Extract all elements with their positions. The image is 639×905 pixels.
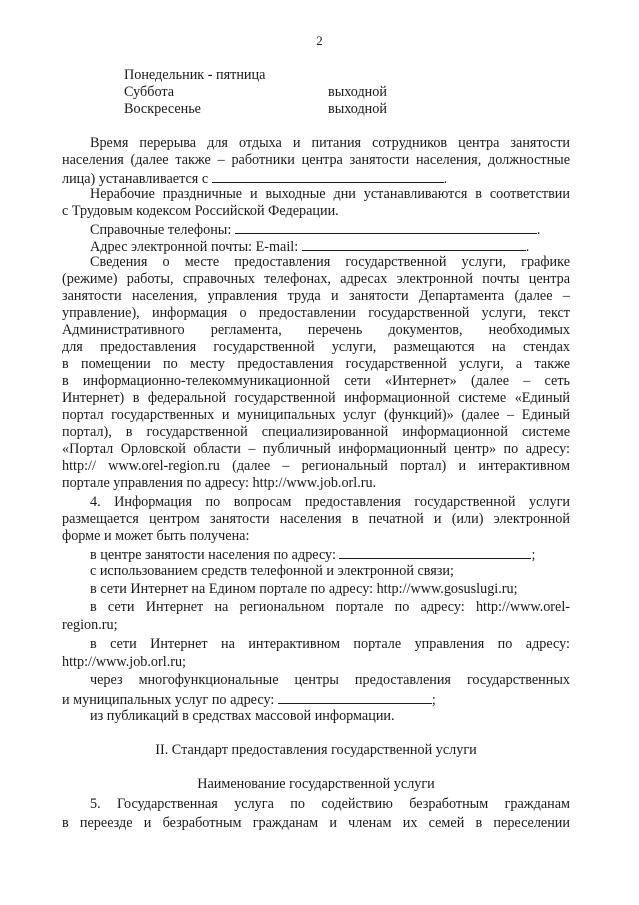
body-line: портале управления по адресу: http://www.job.orl.ru. xyxy=(62,475,377,491)
body-line: из публикаций в средствах массовой информации. xyxy=(90,708,395,724)
page-number: 2 xyxy=(316,33,323,48)
body-line: в центре занятости населения по адресу: ; xyxy=(90,547,536,563)
body-line: http:// www.orel-region.ru (далее – региональный портал) и интерактивном xyxy=(62,458,570,474)
body-line: Интернет) в федеральной государственной информационной системе «Единый xyxy=(62,390,570,406)
body-line: в сети Интернет на Едином портале по адресу: http://www.gosuslugi.ru; xyxy=(90,581,518,597)
body-line: в переезде и безработным гражданам и членам их семей в переселении xyxy=(62,815,570,831)
body-line: 5. Государственная услуга по содействию безработным гражданам xyxy=(90,796,570,812)
body-line: в информационно-телекоммуникационной сети «Интернет» (далее – сеть xyxy=(62,373,570,389)
body-line: с использованием средств телефонной и электронной связи; xyxy=(90,563,454,579)
body-line: размещается центром занятости населения в печатной и (или) электронной xyxy=(62,511,570,527)
body-line: занятости населения, управления труда и занятости Департамента (далее – xyxy=(62,288,570,304)
blank-line xyxy=(278,690,432,704)
body-line: управление), информация о предоставлении государственной услуги, текст xyxy=(62,305,570,321)
body-line: лица) устанавливается с . xyxy=(62,171,448,187)
body-line: Сведения о месте предоставления государственной услуги, графике xyxy=(90,254,570,270)
blank-line xyxy=(235,220,537,234)
schedule-value-saturday: выходной xyxy=(328,84,387,100)
blank-line xyxy=(302,237,526,251)
body-line: с Трудовым кодексом Российской Федерации. xyxy=(62,203,339,219)
body-line: портал государственных и муниципальных услуг (функций)» (далее – Единый xyxy=(62,407,570,423)
body-line: «Портал Орловской области – публичный информационный центр» по адресу: xyxy=(62,441,570,457)
body-line: населения (далее также – работники центра занятости населения, должностные xyxy=(62,152,570,168)
body-line: Время перерыва для отдыха и питания сотрудников центра занятости xyxy=(90,135,570,151)
section-title: II. Стандарт предоставления государственной услуги xyxy=(155,742,477,758)
body-line: http://www.job.orl.ru; xyxy=(62,654,187,670)
body-line: (режиме) работы, справочных телефонах, адресах электронной почты центра xyxy=(62,271,570,287)
schedule-day-sunday: Воскресенье xyxy=(124,101,201,117)
blank-line xyxy=(212,169,444,183)
blank-line xyxy=(339,545,531,559)
schedule-value-sunday: выходной xyxy=(328,101,387,117)
body-line: Административного регламента, перечень документов, необходимых xyxy=(62,322,570,338)
body-line: в помещении по месту предоставления государственной услуги, а также xyxy=(62,356,570,372)
body-line: для предоставления государственной услуги, размещаются на стендах xyxy=(62,339,570,355)
body-line: портал), в государственной специализированной информационной системе xyxy=(62,424,570,440)
body-line: в сети Интернет на региональном портале по адресу: http://www.orel- xyxy=(90,599,570,615)
body-line: Адрес электронной почты: E-mail: . xyxy=(90,239,530,255)
schedule-day-saturday: Суббота xyxy=(124,84,175,100)
body-line: через многофункциональные центры предоставления государственных xyxy=(90,672,570,688)
body-line: Нерабочие праздничные и выходные дни устанавливаются в соответствии xyxy=(90,186,570,202)
body-line: и муниципальных услуг по адресу: ; xyxy=(62,692,436,708)
body-line: Справочные телефоны: . xyxy=(90,222,541,238)
schedule-day-weekdays: Понедельник - пятница xyxy=(124,67,266,83)
body-line: 4. Информация по вопросам предоставления государственной услуги xyxy=(90,494,570,510)
body-line: в сети Интернет на интерактивном портале управления по адресу: xyxy=(90,636,570,652)
body-line: форме и может быть получена: xyxy=(62,528,250,544)
body-line: region.ru; xyxy=(62,617,118,633)
subsection-title: Наименование государственной услуги xyxy=(197,776,435,792)
